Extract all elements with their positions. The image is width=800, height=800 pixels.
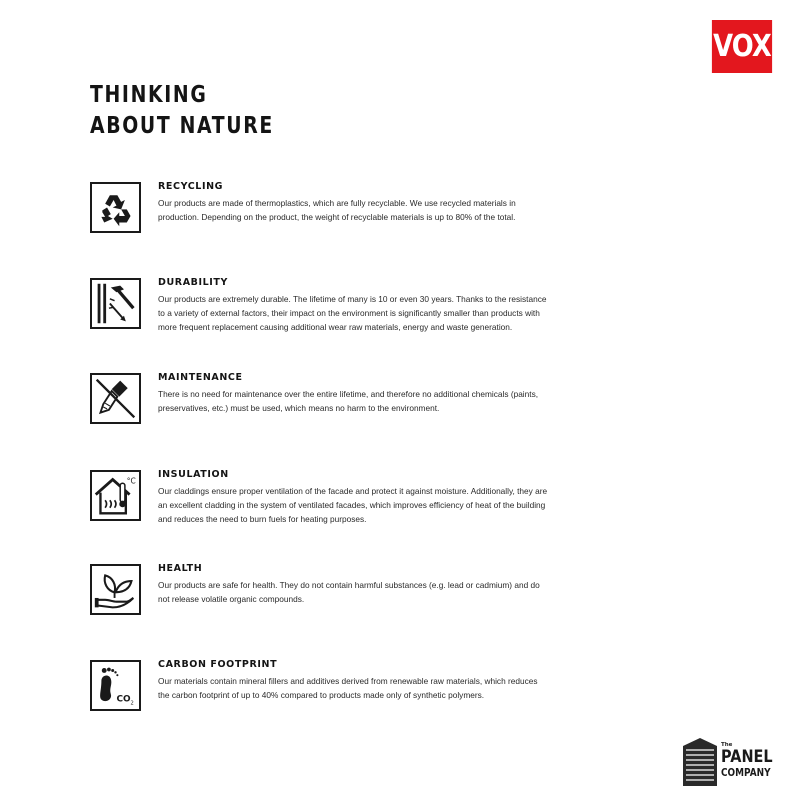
feature-description: Our claddings ensure proper ventilation of the facade and protect it against moisture. Additionally, they are an excellent cladding in the system of ventilated facades, which improves efficiency of heat of the building and reduces the need to burn fuels for heating purposes. (158, 486, 548, 524)
feature-description: Our materials contain mineral fillers and additives derived from renewable raw materials, which reduces the carbon footprint of up to 40% compared to products made only of synthetic polymers. (158, 676, 538, 700)
co2-label: CO (116, 694, 131, 705)
feature-heading: MAINTENANCE (158, 372, 243, 383)
feature-heading: HEALTH (158, 563, 203, 574)
panel-logo-word2: COMPANY (721, 767, 771, 779)
co2-subscript: 2 (130, 700, 134, 707)
footprint-co2-icon (90, 660, 141, 711)
recycle-icon (90, 182, 141, 233)
panel-building-icon (683, 736, 717, 786)
house-thermometer-icon (90, 470, 141, 521)
feature-heading: RECYCLING (158, 181, 224, 192)
hammer-durability-icon (90, 278, 141, 329)
hand-leaf-icon (90, 564, 141, 615)
vox-logo (712, 20, 772, 73)
page-title-line1: THINKING (90, 82, 208, 108)
celsius-label: °C (126, 476, 136, 486)
vox-logo-text: VOX (713, 29, 771, 64)
feature-description: There is no need for maintenance over the entire lifetime, and therefore no additional chemicals (paints, preservatives, etc.) must be used, which means no harm to the environment. (158, 389, 539, 413)
panel-company-logo (683, 736, 778, 786)
feature-description: Our products are extremely durable. The lifetime of many is 10 or even 30 years. Thanks to the resistance to a variety of external factors, their impact on the environment is significantly smaller than products with more frequent replacement causing additional wear raw materials, energy and waste generation. (158, 294, 547, 332)
page-title (90, 80, 314, 142)
feature-heading: CARBON FOOTPRINT (158, 659, 278, 670)
panel-logo-the: The (721, 742, 733, 748)
feature-heading: DURABILITY (158, 277, 228, 288)
page-title-line2: ABOUT NATURE (90, 113, 274, 139)
feature-heading: INSULATION (158, 469, 229, 480)
panel-logo-word1: PANEL (721, 747, 773, 767)
feature-description: Our products are safe for health. They do not contain harmful substances (e.g. lead or cadmium) and do not release volatile organic compounds. (158, 580, 540, 604)
no-paint-brush-icon (90, 373, 141, 424)
feature-description: Our products are made of thermoplastics, which are fully recyclable. We use recycled materials in production. Depending on the product, the weight of recyclable materials is up to 80% of the total. (158, 198, 516, 222)
